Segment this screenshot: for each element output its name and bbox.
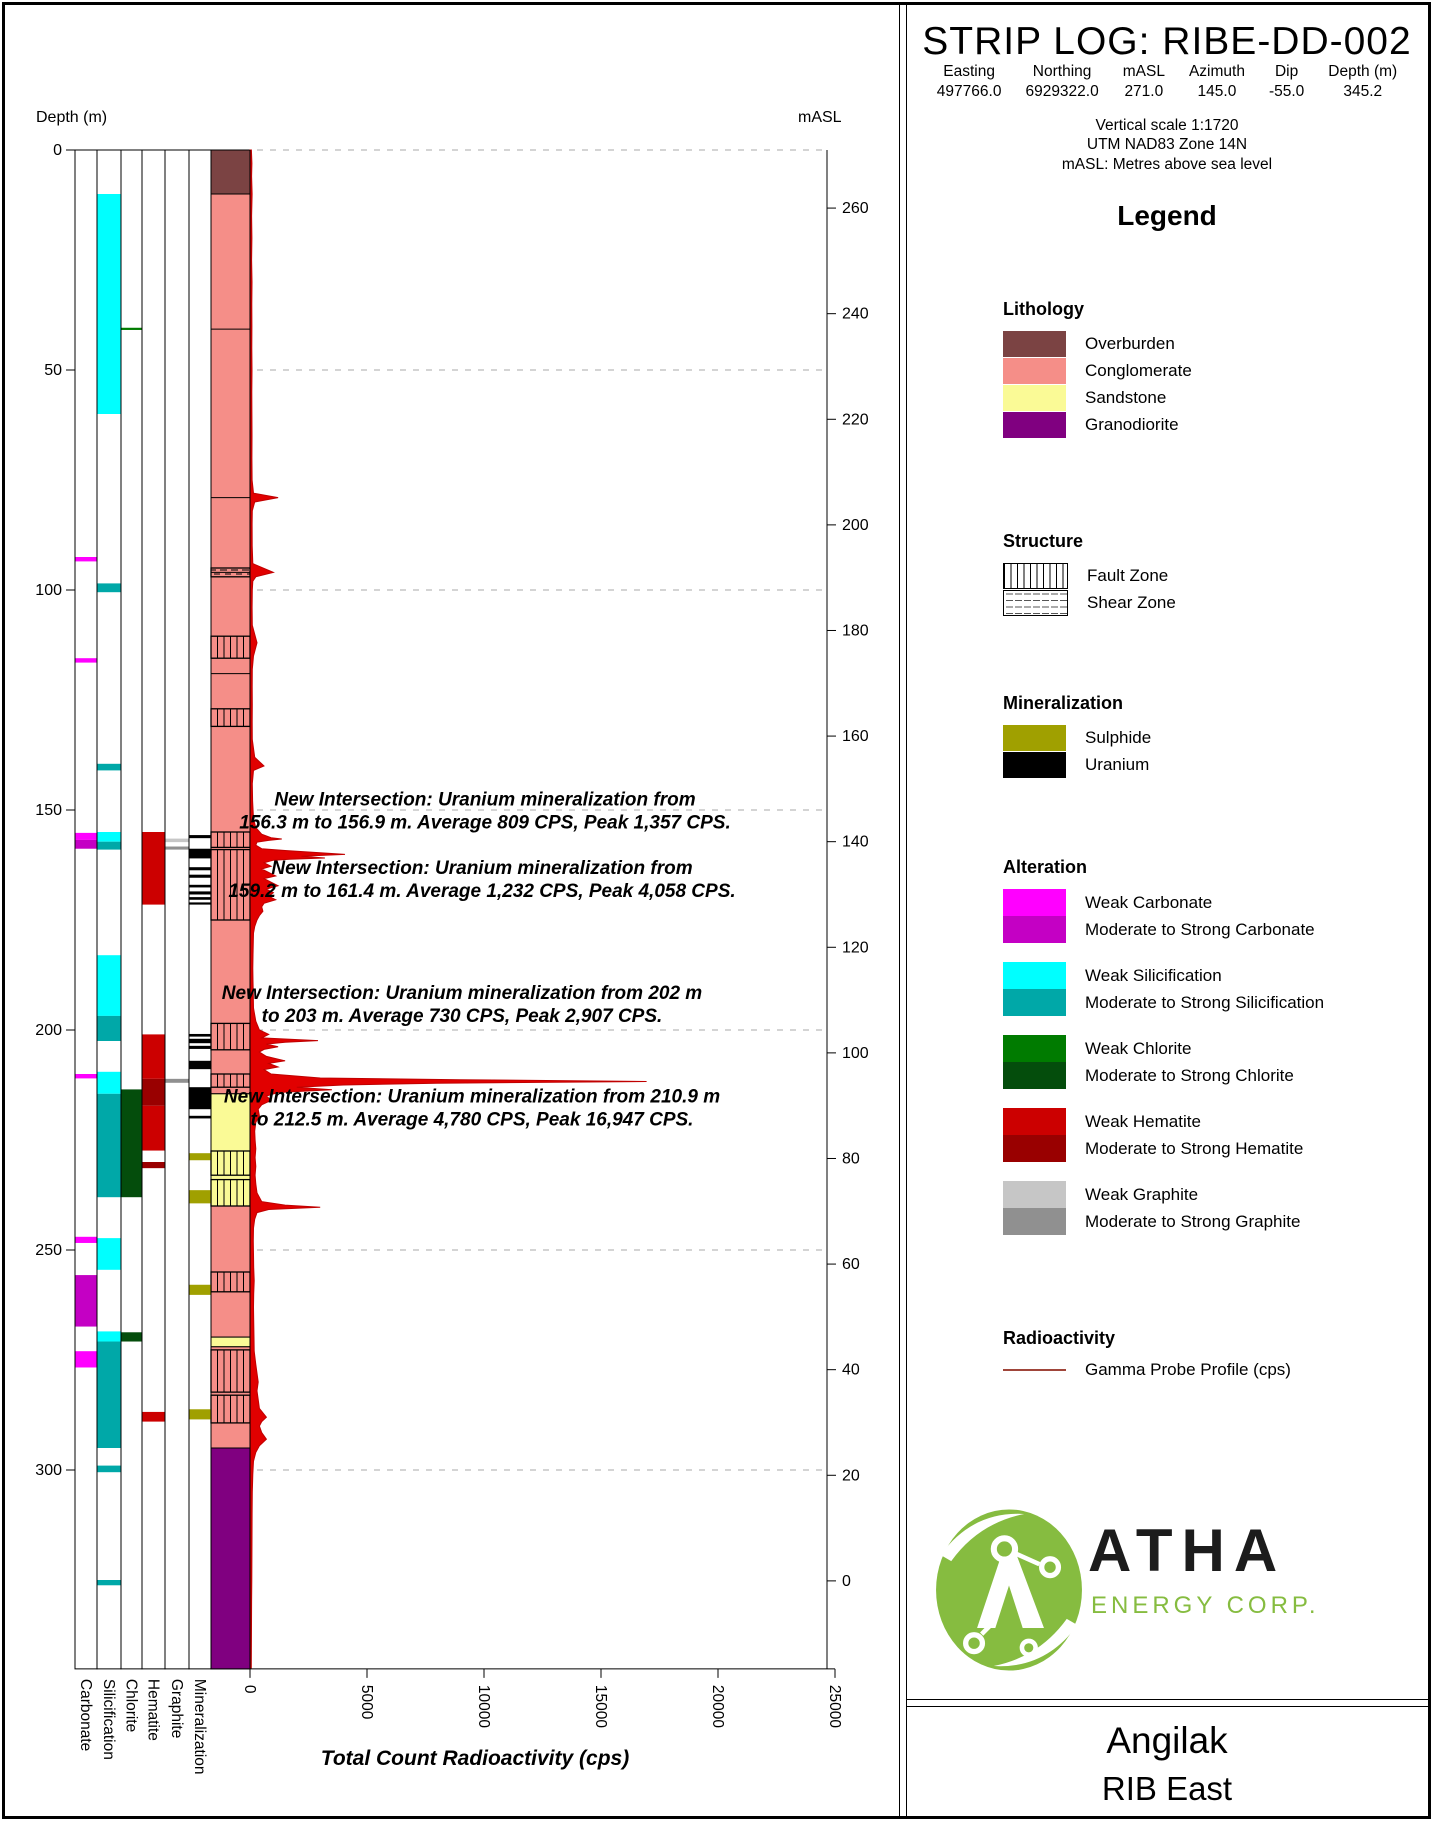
- legend-lithology-item: [1003, 331, 1428, 357]
- annotation-line1: New Intersection: Uranium mineralization from: [274, 789, 696, 811]
- masl-tick-label: 240: [842, 305, 869, 323]
- map-notes: [906, 116, 1428, 174]
- legend-lithology-item: [1003, 358, 1428, 384]
- gamma-tick-label: 15000: [592, 1684, 609, 1728]
- depth-tick-label: 250: [35, 1242, 62, 1259]
- collar-field-value: 145.0: [1197, 83, 1237, 100]
- legend-radioactivity-item: [1003, 1360, 1428, 1380]
- silicification-weak-interval: [98, 1238, 121, 1270]
- carbonate-strong-interval: [76, 840, 97, 849]
- carbonate-weak-interval: [76, 658, 97, 662]
- legend-alteration-group: [1003, 962, 1428, 1016]
- masl-note: mASL: Metres above sea level: [1061, 155, 1273, 173]
- sulphide-interval: [190, 1285, 211, 1295]
- carbonate-weak-interval: [76, 833, 97, 840]
- alteration-weak-row: [1003, 962, 1428, 989]
- silicification-strong-interval: [98, 1580, 121, 1585]
- silicification-strong-interval: [98, 1094, 121, 1197]
- masl-tick-label: 100: [842, 1044, 869, 1062]
- legend-mineralization-item: [1003, 725, 1428, 751]
- fault-zone: [211, 1151, 250, 1175]
- shear-zone-swatch: [1003, 590, 1068, 616]
- masl-tick-label: 120: [842, 939, 869, 957]
- structure-label: Fault Zone: [1087, 566, 1169, 585]
- fault-zone: [211, 1180, 250, 1206]
- alteration-weak-label: Weak Graphite: [1085, 1184, 1199, 1204]
- collar-field-label: Easting: [943, 63, 995, 80]
- depth-axis-title: Depth (m): [36, 109, 108, 126]
- fault-zone: [211, 1395, 250, 1423]
- chlorite-strong-interval: [122, 1332, 142, 1341]
- uranium-interval: [190, 1087, 211, 1109]
- uranium-interval: [190, 835, 211, 838]
- gamma-axis: [241, 1669, 843, 1770]
- alteration-weak-row: [1003, 1181, 1428, 1208]
- collar-field-label: Depth (m): [1328, 63, 1398, 80]
- collar-field: [1328, 63, 1397, 101]
- alteration-weak-row: [1003, 1035, 1428, 1062]
- legend-alteration-group: [1003, 1181, 1428, 1235]
- collar-field-value: 497766.0: [936, 83, 1002, 100]
- hematite-strong-interval: [143, 1162, 165, 1168]
- masl-tick-label: 80: [842, 1150, 860, 1168]
- depth-tick-label: 100: [35, 582, 62, 599]
- chlorite-weak-interval: [122, 328, 142, 330]
- legend-structure-item: [1003, 590, 1428, 616]
- annotation-line2: 156.3 m to 156.9 m. Average 809 CPS, Peak 1,357 CPS.: [239, 812, 731, 834]
- fault-zone: [211, 709, 250, 727]
- uranium-interval: [190, 1034, 211, 1037]
- carbonate-strong-interval: [76, 1275, 97, 1326]
- uranium-interval: [190, 1116, 211, 1119]
- masl-axis: [798, 109, 869, 1669]
- mineralization-label: Uranium: [1085, 755, 1150, 774]
- carbonate-weak-interval: [76, 1074, 97, 1078]
- silicification-strong-interval: [98, 1342, 121, 1448]
- graphite-strong-interval: [166, 847, 189, 850]
- silicification-weak-interval: [98, 832, 121, 842]
- fault-zone-swatch: [1003, 563, 1068, 589]
- scale-note: Vertical scale 1:1720: [1095, 117, 1239, 134]
- gamma-line-label: Gamma Probe Profile (cps): [1085, 1360, 1291, 1379]
- column-label: Hematite: [144, 1678, 162, 1741]
- uranium-interval: [190, 885, 211, 888]
- gamma-tick-label: 25000: [826, 1684, 843, 1728]
- footer-divider-inner: [906, 1706, 1428, 1707]
- silicification-strong-interval: [98, 842, 121, 850]
- collar-field: [1123, 63, 1165, 101]
- silicification-weak-interval: [98, 194, 121, 414]
- sulphide-interval: [190, 1409, 211, 1419]
- hematite-strong-interval: [143, 1079, 165, 1106]
- alteration-weak-swatch: [1003, 1035, 1066, 1062]
- legend-alteration-group: [1003, 1035, 1428, 1089]
- column-label: Chlorite: [122, 1678, 140, 1733]
- intersection-annotation: [222, 983, 702, 1027]
- masl-axis-title: mASL: [798, 109, 842, 126]
- lithology-label: Conglomerate: [1085, 361, 1192, 380]
- alteration-weak-swatch: [1003, 1181, 1066, 1208]
- fault-zone: [211, 1272, 250, 1292]
- alteration-strong-swatch: [1003, 1208, 1066, 1235]
- page-title: STRIP LOG: RIBE-DD-002: [922, 20, 1412, 63]
- annotation-line1: New Intersection: Uranium mineralization from: [271, 857, 693, 879]
- uranium-interval: [190, 1039, 211, 1043]
- alteration-strong-row: [1003, 916, 1428, 943]
- legend-alteration-group: [1003, 889, 1428, 943]
- depth-tick-label: 200: [35, 1022, 62, 1039]
- collar-field-label: mASL: [1122, 63, 1165, 80]
- intersection-annotation: [239, 790, 730, 834]
- mineralization-swatch: [1003, 725, 1066, 751]
- lithology-interval: [211, 1448, 250, 1669]
- alteration-strong-label: Moderate to Strong Hematite: [1085, 1138, 1304, 1158]
- lithology-interval: [211, 150, 250, 194]
- log-column: [142, 150, 165, 1669]
- collar-field: [1269, 63, 1304, 101]
- graphite-strong-interval: [166, 1079, 189, 1083]
- fault-zone: [211, 832, 250, 847]
- alteration-weak-row: [1003, 1108, 1428, 1135]
- annotation-line2: to 212.5 m. Average 4,780 CPS, Peak 16,947 CPS.: [250, 1109, 694, 1131]
- masl-tick-label: 140: [842, 833, 869, 851]
- footer-divider-outer: [906, 1699, 1428, 1700]
- collar-field: [937, 63, 1002, 101]
- masl-tick-label: 20: [842, 1467, 860, 1485]
- gamma-axis-title: Total Count Radioactivity (cps): [320, 1746, 630, 1770]
- sulphide-interval: [190, 1190, 211, 1203]
- alteration-weak-label: Weak Silicification: [1085, 965, 1222, 985]
- lithology-swatch: [1003, 412, 1066, 438]
- uranium-interval: [190, 902, 211, 904]
- carbonate-weak-interval: [76, 557, 97, 561]
- legend-section-radioactivity: [1003, 1328, 1428, 1381]
- collar-field: [1189, 63, 1245, 101]
- mineralization-label: Sulphide: [1085, 728, 1152, 747]
- fault-zone: [211, 636, 250, 658]
- structure-header: Structure: [1003, 531, 1084, 551]
- collar-field: [1025, 63, 1098, 101]
- column-label: Silicification: [100, 1678, 117, 1760]
- depth-tick-label: 300: [35, 1462, 62, 1479]
- alteration-weak-swatch: [1003, 1108, 1066, 1135]
- intersection-annotation: [228, 858, 735, 902]
- collar-field-value: 271.0: [1124, 83, 1164, 100]
- atha-logo-icon: [933, 1506, 1085, 1674]
- uranium-interval: [190, 1061, 211, 1069]
- logo-wordmark: ATHA: [1088, 1517, 1287, 1584]
- project-name: Angilak: [1106, 1720, 1228, 1761]
- collar-field-label: Dip: [1274, 63, 1299, 80]
- collar-field-label: Azimuth: [1188, 63, 1245, 80]
- structure-label: Shear Zone: [1087, 593, 1176, 612]
- fault-zone: [211, 1074, 250, 1087]
- alteration-strong-label: Moderate to Strong Graphite: [1085, 1211, 1301, 1231]
- collar-field-value: -55.0: [1268, 83, 1305, 100]
- uranium-interval: [190, 849, 211, 859]
- gamma-profile: [250, 150, 647, 1669]
- alteration-strong-label: Moderate to Strong Silicification: [1085, 992, 1325, 1012]
- alteration-strong-row: [1003, 1135, 1428, 1162]
- log-column: [75, 150, 97, 1669]
- alteration-strong-row: [1003, 1062, 1428, 1089]
- masl-tick-label: 220: [842, 411, 869, 429]
- alteration-strong-row: [1003, 1208, 1428, 1235]
- carbonate-weak-interval: [76, 1237, 97, 1243]
- collar-info-table: [906, 63, 1428, 101]
- column-labels: [77, 1679, 208, 1775]
- masl-tick-label: 60: [842, 1256, 860, 1274]
- masl-tick-label: 260: [842, 200, 869, 218]
- alteration-weak-label: Weak Chlorite: [1085, 1038, 1192, 1058]
- silicification-weak-interval: [98, 955, 121, 1016]
- area-name: RIB East: [1101, 1770, 1233, 1807]
- alteration-weak-swatch: [1003, 889, 1066, 916]
- column-label: Mineralization: [191, 1678, 208, 1775]
- legend-alteration-group: [1003, 1108, 1428, 1162]
- gamma-tick-label: 10000: [475, 1684, 492, 1728]
- sulphide-interval: [190, 1153, 211, 1160]
- alteration-header: Alteration: [1003, 857, 1088, 877]
- lithology-column: [211, 150, 250, 1669]
- log-column: [189, 150, 211, 1669]
- annotation-line1: New Intersection: Uranium mineralization from 202 m: [221, 983, 703, 1005]
- silicification-weak-interval: [98, 1331, 121, 1341]
- silicification-strong-interval: [98, 583, 121, 592]
- panel-divider-inner: [906, 5, 907, 1816]
- depth-tick-label: 150: [35, 802, 62, 819]
- hematite-weak-interval: [143, 1412, 165, 1422]
- gamma-tick-label: 5000: [358, 1684, 375, 1720]
- lithology-label: Overburden: [1085, 334, 1175, 353]
- gamma-curve: [250, 150, 647, 1669]
- column-label: Carbonate: [77, 1678, 94, 1752]
- uranium-interval: [190, 897, 211, 900]
- hematite-weak-interval: [143, 1106, 165, 1151]
- silicification-strong-interval: [98, 764, 121, 771]
- alteration-weak-swatch: [1003, 962, 1066, 989]
- alteration-strong-row: [1003, 989, 1428, 1016]
- log-column: [165, 150, 189, 1669]
- alteration-strong-label: Moderate to Strong Carbonate: [1085, 919, 1315, 939]
- masl-tick-label: 40: [842, 1361, 860, 1379]
- alteration-weak-row: [1003, 889, 1428, 916]
- masl-tick-label: 160: [842, 728, 869, 746]
- depth-tick-label: 0: [53, 142, 62, 159]
- legend-lithology-item: [1003, 412, 1428, 438]
- mineralization-header: Mineralization: [1003, 693, 1124, 713]
- alteration-strong-swatch: [1003, 1135, 1066, 1162]
- annotation-line2: 159.2 m to 161.4 m. Average 1,232 CPS, Peak 4,058 CPS.: [228, 880, 736, 902]
- legend-structure-item: [1003, 563, 1428, 589]
- log-column: [121, 150, 142, 1669]
- legend-lithology-item: [1003, 385, 1428, 411]
- collar-field-value: 6929322.0: [1025, 83, 1099, 100]
- shear-zone: [211, 568, 250, 577]
- graphite-weak-interval: [166, 839, 189, 843]
- silicification-strong-interval: [98, 1466, 121, 1473]
- chlorite-strong-interval: [122, 1089, 142, 1197]
- collar-field-label: Northing: [1032, 63, 1092, 80]
- hematite-weak-interval: [143, 832, 165, 905]
- uranium-interval: [190, 875, 211, 878]
- intersection-annotation: [224, 1087, 720, 1131]
- gamma-tick-label: 20000: [709, 1684, 726, 1728]
- annotation-line2: to 203 m. Average 730 CPS, Peak 2,907 CPS.: [261, 1006, 663, 1028]
- legend-section-structure: [1003, 531, 1428, 617]
- hematite-weak-interval: [143, 1034, 165, 1078]
- legend-section-alteration: [1003, 857, 1428, 1254]
- lithology-swatch: [1003, 358, 1066, 384]
- radioactivity-header: Radioactivity: [1003, 1328, 1116, 1348]
- mineralization-swatch: [1003, 752, 1066, 778]
- logo-subtitle: ENERGY CORP.: [1091, 1592, 1320, 1619]
- column-label: Graphite: [168, 1678, 185, 1739]
- lithology-label: Granodiorite: [1085, 415, 1179, 434]
- alteration-strong-swatch: [1003, 1062, 1066, 1089]
- datum-note: UTM NAD83 Zone 14N: [1086, 136, 1248, 154]
- legend-title: Legend: [1117, 200, 1217, 231]
- alteration-strong-label: Moderate to Strong Chlorite: [1085, 1065, 1294, 1085]
- masl-tick-label: 0: [842, 1572, 851, 1590]
- uranium-interval: [190, 1046, 211, 1049]
- uranium-interval: [190, 891, 211, 894]
- lithology-interval: [211, 1337, 250, 1347]
- fault-zone: [211, 1023, 250, 1049]
- fault-zone: [211, 1350, 250, 1392]
- masl-tick-label: 180: [842, 622, 869, 640]
- alteration-strong-swatch: [1003, 989, 1066, 1016]
- lithology-label: Sandstone: [1085, 388, 1167, 407]
- alteration-weak-label: Weak Hematite: [1085, 1111, 1201, 1131]
- legend-mineralization-item: [1003, 752, 1428, 778]
- silicification-strong-interval: [98, 1016, 121, 1041]
- lithology-header: Lithology: [1003, 299, 1084, 319]
- uranium-interval: [190, 867, 211, 870]
- lithology-swatch: [1003, 331, 1066, 357]
- silicification-weak-interval: [98, 1072, 121, 1094]
- gamma-tick-label: 0: [241, 1684, 258, 1694]
- gamma-line-swatch: [1003, 1369, 1066, 1371]
- alteration-weak-label: Weak Carbonate: [1085, 892, 1213, 912]
- legend-section-lithology: [1003, 299, 1428, 439]
- masl-tick-label: 200: [842, 516, 869, 534]
- legend-section-mineralization: [1003, 693, 1428, 779]
- depth-tick-label: 50: [44, 362, 62, 379]
- collar-field-value: 345.2: [1343, 83, 1383, 100]
- annotation-line1: New Intersection: Uranium mineralization from 210.9 m: [223, 1086, 721, 1108]
- carbonate-weak-interval: [76, 1351, 97, 1367]
- lithology-swatch: [1003, 385, 1066, 411]
- alteration-strong-swatch: [1003, 916, 1066, 943]
